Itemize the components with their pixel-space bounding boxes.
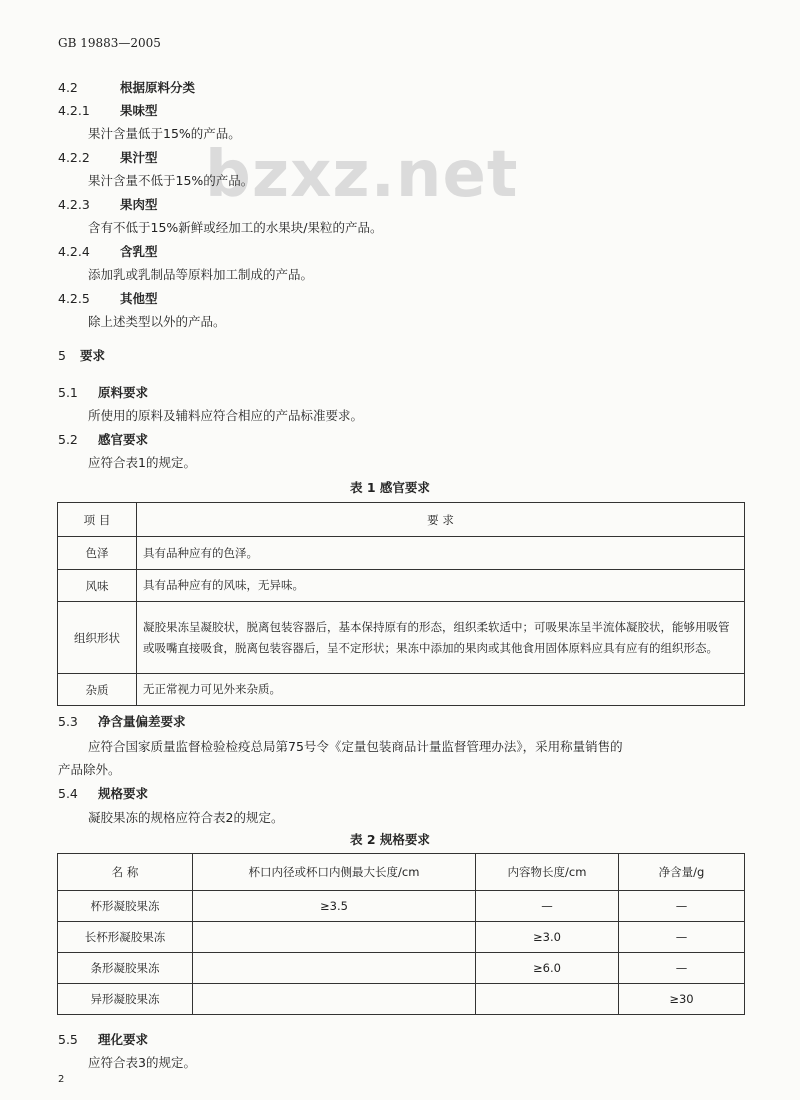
table-row (58, 953, 745, 984)
watermark: bzxz.net (205, 138, 519, 212)
section-title: 果肉型 (120, 197, 158, 212)
section-4-2-5-heading (58, 289, 158, 307)
table-row (58, 602, 745, 674)
header-net-content: 净含量/g (619, 854, 745, 891)
sensory-requirements-table (57, 502, 745, 706)
row-item: 组织形状 (58, 602, 137, 674)
row-content-length: ≥3.0 (476, 922, 619, 953)
section-5-1-text: 所使用的原料及辅料应符合相应的产品标准要求。 (88, 408, 364, 423)
standard-code: GB 19883—2005 (58, 36, 161, 50)
row-name: 条形凝胶果冻 (58, 953, 193, 984)
row-dimension: ≥3.5 (193, 891, 476, 922)
row-requirement: 无正常视力可见外来杂质。 (137, 674, 745, 706)
section-title: 原料要求 (98, 385, 149, 400)
table-header-row (58, 854, 745, 891)
section-4-2-1-heading (58, 101, 158, 119)
row-requirement: 凝胶果冻呈凝胶状，脱离包装容器后，基本保持原有的形态，组织柔软适中；可吸果冻呈半流体凝胶状，能够用吸管或吸嘴直接吸食，脱离包装容器后，呈不定形状；果冻中添加的果肉或其他食用固体原料应具有应有的组织形态。 (137, 602, 745, 674)
section-number: 5 (58, 348, 66, 363)
section-5-3-heading (58, 712, 186, 730)
section-4-2-2-heading (58, 148, 158, 166)
section-5-4-text: 凝胶果冻的规格应符合表2的规定。 (88, 810, 284, 825)
page-number: 2 (58, 1074, 65, 1085)
row-content-length: ≥6.0 (476, 953, 619, 984)
table-row (58, 570, 745, 602)
section-4-2-1-text: 果汁含量低于15%的产品。 (88, 126, 241, 141)
table-row (58, 984, 745, 1015)
row-net-content: — (619, 922, 745, 953)
row-net-content: — (619, 953, 745, 984)
row-dimension (193, 922, 476, 953)
section-number: 5.5 (58, 1032, 78, 1047)
section-title: 含乳型 (120, 244, 158, 259)
row-name: 异形凝胶果冻 (58, 984, 193, 1015)
table-row (58, 922, 745, 953)
section-5-5-heading (58, 1030, 148, 1048)
section-number: 5.3 (58, 714, 78, 729)
section-number: 4.2.5 (58, 291, 90, 306)
section-title: 理化要求 (98, 1032, 149, 1047)
section-title: 要求 (80, 348, 106, 363)
section-title: 净含量偏差要求 (98, 714, 186, 729)
table-1-caption: 表 1 感官要求 (350, 480, 430, 495)
section-number: 4.2.2 (58, 150, 90, 165)
row-name: 杯形凝胶果冻 (58, 891, 193, 922)
section-title: 果汁型 (120, 150, 158, 165)
table-header-row (58, 503, 745, 537)
section-5-1-heading (58, 383, 148, 401)
section-4-2-heading (58, 78, 195, 96)
table-row (58, 891, 745, 922)
header-item: 项 目 (58, 503, 137, 537)
row-content-length (476, 984, 619, 1015)
table-row (58, 674, 745, 706)
section-5-5-text: 应符合表3的规定。 (88, 1055, 196, 1070)
section-4-2-4-text: 添加乳或乳制品等原料加工制成的产品。 (88, 267, 314, 282)
section-number: 4.2 (58, 80, 78, 95)
table-row (58, 537, 745, 570)
row-dimension (193, 953, 476, 984)
section-5-3-text-line-2: 产品除外。 (58, 762, 121, 777)
row-name: 长杯形凝胶果冻 (58, 922, 193, 953)
header-name: 名 称 (58, 854, 193, 891)
row-net-content: ≥30 (619, 984, 745, 1015)
section-title: 根据原料分类 (120, 80, 196, 95)
section-number: 4.2.4 (58, 244, 90, 259)
row-requirement: 具有品种应有的色泽。 (137, 537, 745, 570)
section-5-3-text-line-1: 应符合国家质量监督检验检疫总局第75号令《定量包装商品计量监督管理办法》，采用称量销售的 (88, 739, 623, 754)
section-4-2-3-heading (58, 195, 158, 213)
section-5-2-text: 应符合表1的规定。 (88, 455, 196, 470)
section-number: 5.4 (58, 786, 78, 801)
row-content-length: — (476, 891, 619, 922)
header-content-length: 内容物长度/cm (476, 854, 619, 891)
section-4-2-3-text: 含有不低于15%新鲜或经加工的水果块/果粒的产品。 (88, 220, 383, 235)
table-2-caption: 表 2 规格要求 (350, 832, 430, 847)
section-5-4-heading (58, 784, 148, 802)
section-5-2-heading (58, 430, 148, 448)
section-4-2-5-text: 除上述类型以外的产品。 (88, 314, 226, 329)
section-4-2-2-text: 果汁含量不低于15%的产品。 (88, 173, 254, 188)
row-item: 色泽 (58, 537, 137, 570)
section-title: 感官要求 (98, 432, 149, 447)
section-number: 5.2 (58, 432, 78, 447)
specification-requirements-table (57, 853, 745, 1015)
row-net-content: — (619, 891, 745, 922)
section-5-heading (58, 346, 105, 364)
section-title: 规格要求 (98, 786, 149, 801)
section-number: 4.2.1 (58, 103, 90, 118)
row-item: 风味 (58, 570, 137, 602)
row-item: 杂质 (58, 674, 137, 706)
section-number: 4.2.3 (58, 197, 90, 212)
section-title: 其他型 (120, 291, 158, 306)
row-dimension (193, 984, 476, 1015)
section-title: 果味型 (120, 103, 158, 118)
section-number: 5.1 (58, 385, 78, 400)
header-dimension: 杯口内径或杯口内侧最大长度/cm (193, 854, 476, 891)
header-requirement: 要 求 (137, 503, 745, 537)
section-4-2-4-heading (58, 242, 158, 260)
row-requirement: 具有品种应有的风味，无异味。 (137, 570, 745, 602)
